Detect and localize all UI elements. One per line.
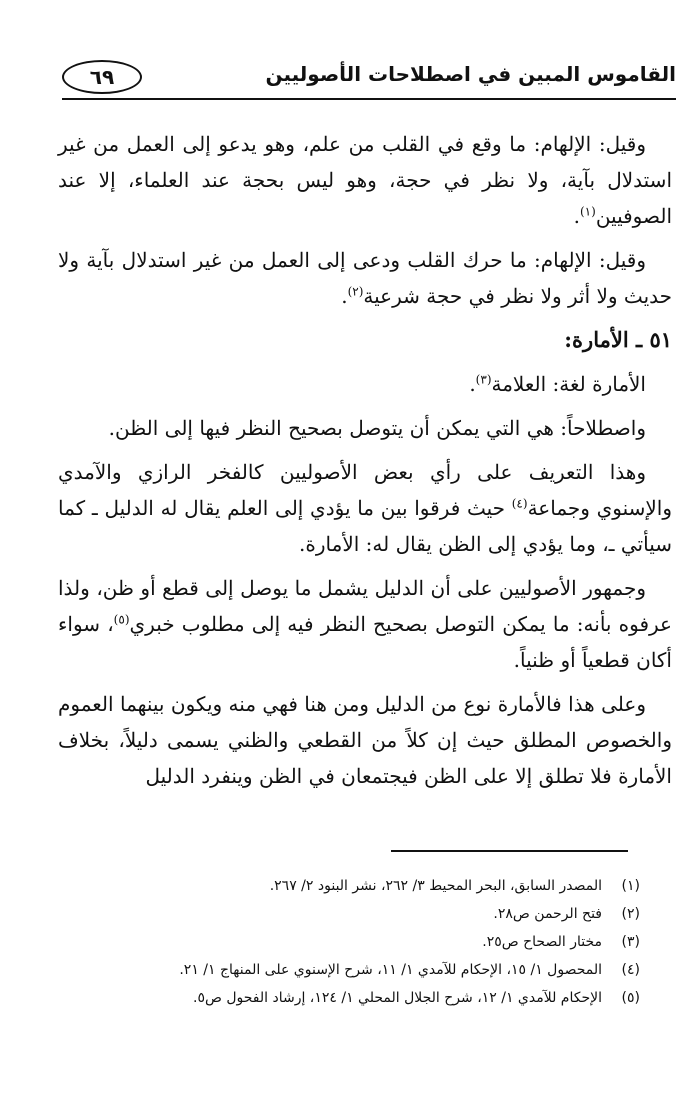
main-text	[58, 126, 672, 802]
paragraph-amara-language: الأمارة لغة: العلامة$^{(٣)}$.	[469, 372, 646, 396]
header-divider	[62, 98, 676, 100]
section-heading-amara: ٥١ ـ الأمارة:	[564, 327, 672, 352]
page-number: ٦٩	[62, 60, 142, 94]
footnote-divider	[391, 850, 628, 852]
footnote-item: (٣)مختار الصحاح ص٢٥.	[482, 934, 640, 950]
page-header	[56, 52, 676, 102]
footnote-ref-1[interactable]: (١)	[579, 204, 596, 219]
paragraph-ilham-2: وقيل: الإلهام: ما حرك القلب ودعى إلى العمل من غير استدلال بآية ولا حديث ولا أثر ولا نظر في حجة شرعية$^{(٢)}$.	[58, 248, 672, 308]
paragraph-ilham-1: وقيل: الإلهام: ما وقع في القلب من علم، وهو يدعو إلى العمل من غير استدلال بآية، ولا نظر في حجة، وهو ليس بحجة عند العلماء، إلا عند الصوفيين$^{(١)}$.	[58, 132, 672, 228]
footnote-item: (٤)المحصول ١/ ١٥، الإحكام للآمدي ١/ ١١، شرح الإسنوي على المنهاج ١/ ٢١.	[179, 962, 640, 978]
footnote-ref-3[interactable]: (٣)	[475, 372, 492, 387]
footnote-item: (٥)الإحكام للآمدي ١/ ١٢، شرح الجلال المحلي ١/ ١٢٤، إرشاد الفحول ص٥.	[192, 990, 640, 1006]
paragraph-conclusion: وعلى هذا فالأمارة نوع من الدليل ومن هنا فهي منه ويكون بينهما العموم والخصوص المطلق حيث إن كلاً من القطعي والظني يسمى دليلاً، بخلاف الأمارة فلا تطلق إلا على الظن فيجتمعان في الظن وينفرد الدليل	[58, 692, 672, 788]
footnote-item: (٢)فتح الرحمن ص٢٨.	[493, 906, 640, 922]
footnote-ref-4[interactable]: (٤)	[511, 496, 528, 511]
running-title: القاموس المبين في اصطلاحات الأصوليين	[265, 62, 676, 86]
footnote-ref-5[interactable]: (٥)	[113, 612, 130, 627]
footnotes	[40, 872, 640, 1012]
paragraph-majority-opinion: وجمهور الأصوليين على أن الدليل يشمل ما يوصل إلى قطع أو ظن، ولذا عرفوه بأنه: ما يمكن التوصل بصحيح النظر فيه إلى مطلوب خبري$^{(٥)}$، سواء أكان قطعياً أو ظنياً.	[58, 576, 672, 672]
paragraph-amara-term: واصطلاحاً: هي التي يمكن أن يتوصل بصحيح النظر فيها إلى الظن.	[108, 416, 646, 440]
footnote-ref-2[interactable]: (٢)	[347, 284, 364, 299]
paragraph-definition-opinion: وهذا التعريف على رأي بعض الأصوليين كالفخر الرازي والآمدي والإسنوي وجماعة$^{(٤)}$ حيث فرقوا بين ما يؤدي إلى العلم يقال له الدليل ـ كما سيأتي ـ، وما يؤدي إلى الظن يقال له: الأمارة.	[58, 460, 672, 556]
footnote-item: (١)المصدر السابق، البحر المحيط ٣/ ٢٦٢، نشر البنود ٢/ ٢٦٧.	[269, 878, 640, 894]
